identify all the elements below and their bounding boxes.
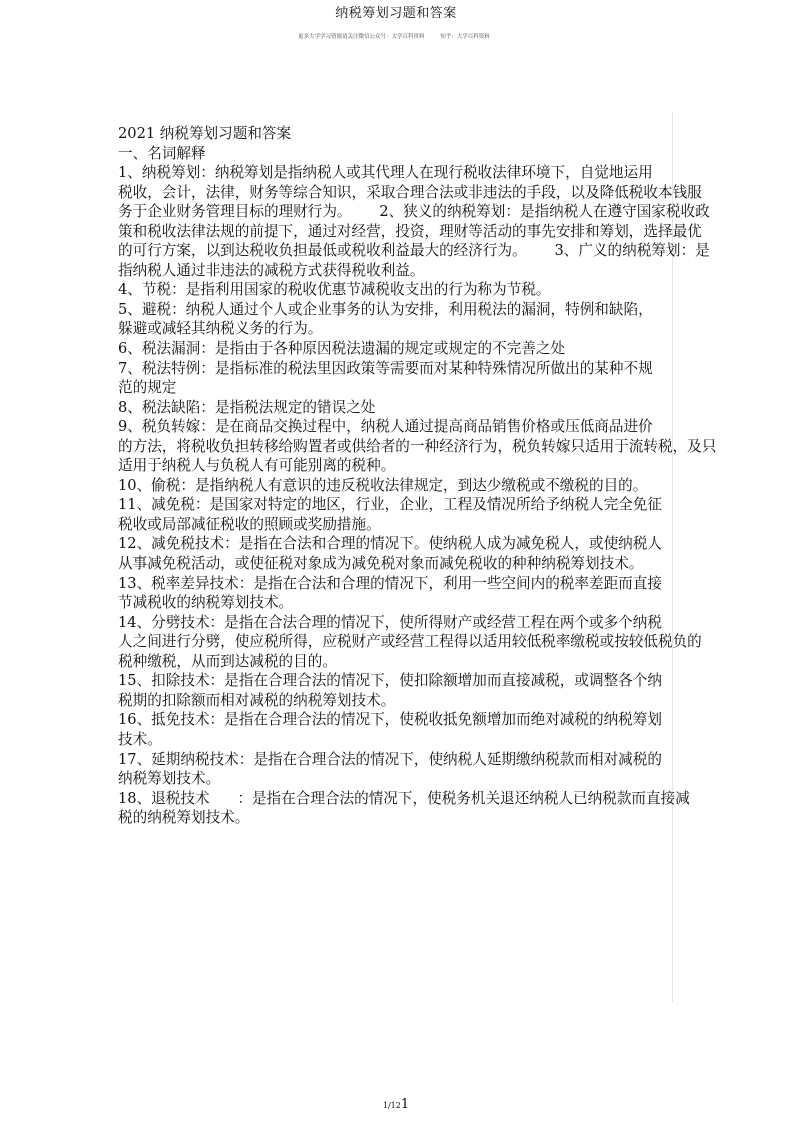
text-line: 人之间进行分劈，使应税所得，应税财产或经营工程得以适用较低税率缴税或按较低税负的 [118,633,702,651]
text-line: 6、税法漏洞：是指由于各种原因税法遗漏的规定或规定的不完善之处 [118,340,566,358]
section-heading: 一、名词解释 [118,144,206,162]
text-line: 税收或局部减征税收的照顾或奖励措施。 [118,515,381,533]
text-line: 11、减免税：是国家对特定的地区，行业，企业，工程及情况所给予纳税人完全免征 [118,496,662,514]
text-line: 5、避税：纳税人通过个人或企业事务的认为安排，利用税法的漏洞，特例和缺陷， [118,300,653,318]
document-body [118,124,716,828]
header-note-wechat: 更多大学学习资源请关注微信公众号：大学百科资料 [298,34,425,40]
text-line: 8、税法缺陷：是指税法规定的错误之处 [118,398,376,416]
text-line: 躲避或减轻其纳税义务的行为。 [118,320,323,338]
page-number-current: 1 [400,1097,410,1112]
header-note-zhihu: 知乎：大学百科资料 [440,34,490,40]
text-line: 的方法，将税收负担转移给购置者或供给者的一种经济行为，税负转嫁只适用于流转税，及只 [118,437,717,455]
text-line: 14、分劈技术：是指在合法合理的情况下，使所得财产或经营工程在两个或多个纳税 [118,613,662,631]
text-line: 税收，会计，法律，财务等综合知识，采取合理合法或非违法的手段，以及降低税收本钱服 [118,183,702,201]
text-line: 从事减免税活动，或使征税对象成为减免税对象而减免税收的种种纳税筹划技术。 [118,555,644,573]
text-line: 4、节税：是指利用国家的税收优惠节减税收支出的行为称为节税。 [118,281,551,299]
text-line: 17、延期纳税技术：是指在合理合法的情况下，使纳税人延期缴纳税款而相对减税的 [118,750,662,768]
text-line: 10、偷税：是指纳税人有意识的违反税收法律规定，到达少缴税或不缴税的目的。 [118,476,648,494]
text-line: 税种缴税，从而到达减税的目的。 [118,652,337,670]
text-line: 纳税筹划技术。 [118,770,221,788]
text-line: 适用于纳税人与负税人有可能别离的税种。 [118,457,396,475]
text-line: 12、减免税技术：是指在合法和合理的情况下。使纳税人成为减免税人，或使纳税人 [118,535,662,553]
text-line: 1、纳税筹划：纳税筹划是指纳税人或其代理人在现行税收法律环境下，自觉地运用 [118,164,653,182]
body-heading: 2021 纳税筹划习题和答案 [118,125,292,142]
text-line: 指纳税人通过非违法的减税方式获得税收利益。 [118,261,425,279]
text-line: 13、税率差异技术：是指在合法和合理的情况下，利用一些空间内的税率差距而直接 [118,574,662,592]
text-line: 15、扣除技术：是指在合理合法的情况下，使扣除额增加而直接减税，或调整各个纳 [118,672,662,690]
text-line: 策和税收法律法规的前提下，通过对经营，投资，理财等活动的事先安排和筹划，选择最优 [118,222,702,240]
text-line: 16、抵免技术：是指在合理合法的情况下，使税收抵免额增加而绝对减税的纳税筹划 [118,711,662,729]
page-number-fraction: 1/12 [382,1101,401,1110]
page-number [0,1097,792,1112]
header-note [298,32,504,40]
text-line: 7、税法特例：是指标准的税法里因政策等需要而对某种特殊情况所做出的某种不规 [118,359,653,377]
text-line: 税的纳税筹划技术。 [118,809,250,827]
text-line: 务于企业财务管理目标的理财行为。 2、狭义的纳税筹划：是指纳税人在遵守国家税收政 [118,203,710,221]
text-line: 的可行方案，以到达税收负担最低或税收利益最大的经济行为。 3、广义的纳税筹划：是 [118,242,710,260]
text-line: 税期的扣除额而相对减税的纳税筹划技术。 [118,691,396,709]
text-line: 技术。 [118,730,162,748]
text-line: 范的规定 [118,379,177,397]
text-line: 9、税负转嫁：是在商品交换过程中，纳税人通过提高商品销售价格或压低商品进价 [118,418,653,436]
text-line: 节减税收的纳税筹划技术。 [118,594,294,612]
text-line: 18、退税技术 ：是指在合理合法的情况下，使税务机关退还纳税人已纳税款而直接减 [118,789,690,807]
document-title: 纳税筹划习题和答案 [335,6,457,21]
